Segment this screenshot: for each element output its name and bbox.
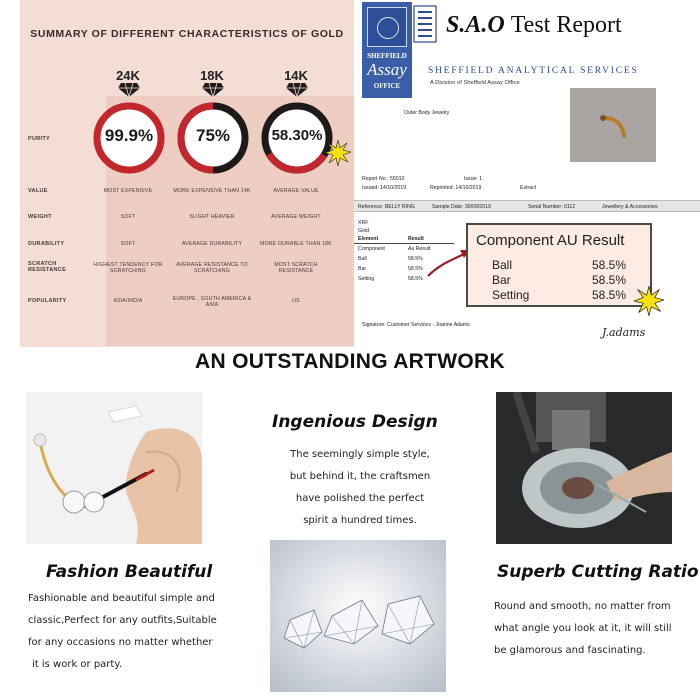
table-row-element: Component — [358, 246, 385, 252]
cell-value-24k: MOST EXPENSIVE — [103, 188, 153, 194]
row-label-weight: WEIGHT — [28, 214, 52, 220]
cell-scratch-24k: HIGHEST TENDENCY FOR SCRATCHING — [93, 262, 163, 275]
photo-gem-cutting — [496, 392, 672, 544]
cell-scratch-14k: MOST SCRATCH RESISTANCE — [274, 262, 318, 275]
callout-row-label: Ball — [492, 258, 513, 272]
callout-row-value: 58.5% — [591, 258, 626, 272]
gold-summary-title: SUMMARY OF DIFFERENT CHARACTERISTICS OF GOLD — [30, 28, 344, 40]
feature-body-cutting: Round and smooth, no matter from what angle you look at it, it will still be glamorous and fascinating. — [494, 601, 672, 656]
table-row-result: Au Result — [408, 246, 431, 252]
callout-title: Component AU Result — [476, 232, 625, 249]
purity-value-14k: 58.30% — [271, 127, 323, 144]
signature: J.adams — [602, 326, 646, 339]
gold-summary-panel — [20, 0, 354, 347]
purity-value-24k: 99.9% — [104, 126, 154, 145]
cell-durability-24k: SOFT — [120, 241, 136, 247]
purity-value-18k: 75% — [195, 126, 231, 145]
company-name: SHEFFIELD ANALYTICAL SERVICES — [428, 66, 639, 76]
sheffield-assay-logo: SHEFFIELD Assay OFFICE — [362, 2, 412, 98]
cell-weight-24k: SOFT — [120, 214, 136, 220]
table-row-element: Setting — [358, 276, 375, 282]
cell-weight-18k: SLIGHT HEAVIER — [189, 214, 235, 220]
headline: AN OUTSTANDING ARTWORK — [195, 350, 505, 373]
table-row-result: 58.5% — [408, 276, 423, 282]
report-reprinted-date: Reprinted: 14/10/2019 — [430, 185, 482, 191]
method-xrf: XRF — [358, 220, 369, 226]
callout-row-value: 58.5% — [591, 273, 626, 287]
feature-title-ingenious: Ingenious Design — [272, 412, 438, 432]
cell-popularity-24k: ASIA/INDIA — [113, 298, 143, 304]
table-row-element: Ball — [358, 256, 367, 262]
method-gold: Gold — [358, 228, 369, 234]
cell-weight-14k: AVERAGE WEIGHT — [271, 214, 321, 220]
callout-row-value: 58.5% — [591, 288, 626, 302]
karat-label-18k: 18K — [200, 68, 224, 83]
cell-scratch-18k: AVERAGE RESISTANCE TO SCRATCHING — [176, 262, 248, 275]
report-category: Jewellery & Accessories — [602, 204, 658, 210]
row-label-scratch: SCRATCH RESISTANCE — [28, 261, 67, 274]
item-description: Outer Body Jewelry — [404, 110, 450, 116]
report-sample-date: Sample Date: 30/09/2019 — [432, 204, 491, 210]
report-reference: Reference: BELLY RING — [358, 204, 415, 210]
feature-body-fashion: Fashionable and beautiful simple and classic,Perfect for any outfits,Suitable for any occasions no matter whether it is work or party. — [28, 593, 217, 670]
component-au-callout — [466, 223, 652, 307]
report-title: S.A.O Test Report — [446, 12, 622, 38]
feature-title-cutting: Superb Cutting Ratio — [497, 562, 699, 582]
cell-popularity-18k: EUROPE , SOUTH AMERICA & ASIA — [172, 296, 252, 309]
cell-durability-14k: MORE DURABLE THAN 18K — [260, 241, 332, 247]
company-division: A Division of Sheffield Assay Office — [430, 80, 520, 86]
karat-label-24k: 24K — [116, 68, 140, 83]
signature-line: Signature: Customer Services - Joanne Adams — [362, 322, 470, 328]
cell-value-14k: AVERAGE VALUE — [273, 188, 319, 194]
table-header-result: Result — [408, 236, 424, 242]
report-serial: Serial Number: 0112 — [528, 204, 576, 210]
table-header-element: Element — [358, 236, 379, 242]
table-row-element: Bar — [358, 266, 367, 272]
photo-hand-jewelry — [26, 392, 202, 544]
row-label-value: VALUE — [28, 188, 48, 194]
row-label-popularity: POPULARITY — [28, 298, 67, 304]
test-report-panel — [354, 0, 700, 347]
row-label-durability: DURABILITY — [28, 241, 65, 247]
photo-diamonds — [270, 540, 446, 692]
cell-durability-18k: AVERAGE DURABILITY — [181, 241, 243, 247]
report-number: Report No.: 55010 — [362, 176, 405, 182]
starburst-icon — [634, 286, 664, 316]
report-issue: Issue: 1 — [464, 176, 483, 182]
table-row-result: 58.5% — [408, 256, 423, 262]
table-row-result: 58.5% — [408, 266, 423, 272]
sample-photo — [570, 88, 656, 162]
report-issued-date: Issued: 14/10/2019 — [362, 185, 407, 191]
karat-label-14k: 14K — [284, 68, 308, 83]
feature-title-fashion: Fashion Beautiful — [46, 562, 213, 582]
starburst-icon — [325, 140, 351, 166]
report-extract: Extract — [520, 185, 537, 191]
callout-row-label: Bar — [492, 273, 511, 287]
cell-popularity-14k: US — [292, 298, 300, 304]
feature-body-ingenious: The seemingly simple style, but behind it, the craftsmen have polished the perfect spirit a hundred times. — [289, 449, 431, 526]
row-label-purity: PURITY — [28, 136, 50, 142]
cell-value-18k: MORE EXPENSIVE THAN 14K — [173, 188, 251, 194]
callout-row-label: Setting — [492, 288, 530, 302]
